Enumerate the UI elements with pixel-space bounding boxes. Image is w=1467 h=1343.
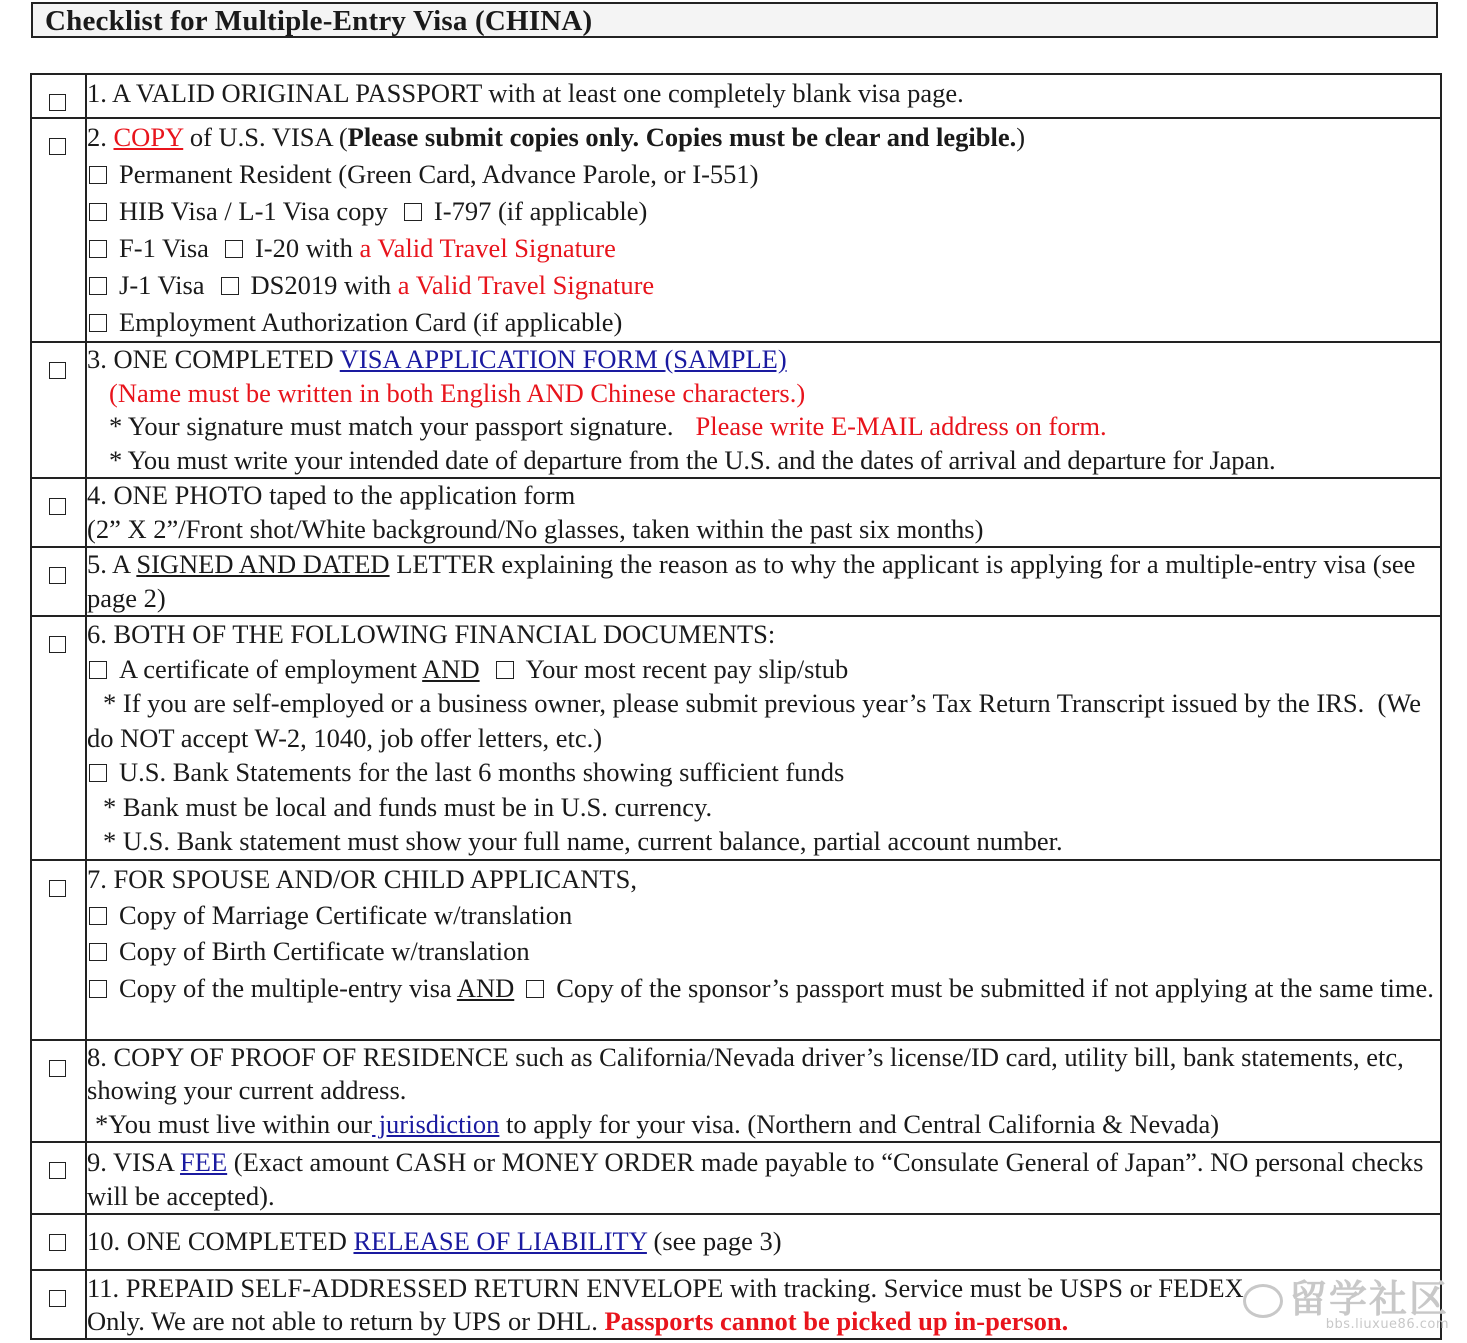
- item-4-heading: 4. ONE PHOTO taped to the application form: [87, 480, 576, 510]
- valid-travel-signature-note: a Valid Travel Signature: [397, 270, 655, 300]
- item-10-text: [87, 1224, 1440, 1258]
- checkbox-pay-slip[interactable]: [496, 661, 514, 679]
- checklist-row-4: [31, 478, 1441, 547]
- checklist-row-7: [31, 860, 1441, 1040]
- checklist-row-11: [31, 1270, 1441, 1339]
- item-4-content: [86, 478, 1441, 547]
- release-of-liability-link[interactable]: RELEASE OF LIABILITY: [353, 1226, 647, 1256]
- return-note-text: Only. We are not able to return by UPS or DHL.: [87, 1306, 605, 1336]
- checkbox-i797[interactable]: [404, 203, 422, 221]
- checkbox-h1b-visa[interactable]: [89, 203, 107, 221]
- option-certificate-of-employment: [87, 652, 1440, 687]
- item-1-content: [86, 74, 1441, 118]
- checklist-row-8: [31, 1040, 1441, 1143]
- checkbox-cell: [31, 74, 86, 118]
- item-6-bank-local-note: * Bank must be local and funds must be in U.S. currency.: [103, 791, 713, 822]
- checkbox-cell: [31, 1142, 86, 1214]
- checkbox-birth-certificate[interactable]: [89, 943, 107, 961]
- item-1-text: 1. A VALID ORIGINAL PASSPORT with at least one completely blank visa page.: [87, 78, 964, 108]
- item-8-jurisdiction-note: [87, 1108, 1440, 1142]
- checklist-row-3: [31, 342, 1441, 478]
- checkbox-item-10[interactable]: [49, 1234, 66, 1251]
- item-8-text: 8. COPY OF PROOF OF RESIDENCE such as California/Nevada driver’s license/ID card, utility bill, bank statements, etc, showing your current address.: [87, 1041, 1404, 1105]
- checkbox-ds2019[interactable]: [221, 277, 239, 295]
- option-label: A certificate of employment: [119, 653, 423, 684]
- page-title: Checklist for Multiple-Entry Visa (CHINA): [45, 5, 593, 37]
- item-9-prefix: 9. VISA: [87, 1147, 181, 1177]
- option-label: F-1 Visa: [119, 233, 209, 263]
- option-label: Copy of Marriage Certificate w/translation: [119, 899, 573, 930]
- checkbox-item-1[interactable]: [49, 94, 66, 111]
- checkbox-item-4[interactable]: [49, 498, 66, 515]
- checkbox-multiple-entry-visa[interactable]: [89, 980, 107, 998]
- checkbox-cell: [31, 616, 86, 860]
- checkbox-cell: [31, 860, 86, 1040]
- checkbox-f1-visa[interactable]: [89, 240, 107, 258]
- checkbox-cell: [31, 342, 86, 478]
- checkbox-item-9[interactable]: [49, 1162, 66, 1179]
- sample-link[interactable]: (SAMPLE): [664, 344, 787, 374]
- option-label: U.S. Bank Statements for the last 6 months showing sufficient funds: [119, 757, 845, 787]
- item-2-heading-text: of U.S. VISA (: [183, 122, 348, 152]
- checkbox-item-6[interactable]: [49, 636, 66, 653]
- checkbox-cell: [31, 1270, 86, 1339]
- email-note: Please write E-MAIL address on form.: [695, 411, 1107, 441]
- checkbox-j1-visa[interactable]: [89, 277, 107, 295]
- option-j1-visa: [87, 267, 1440, 304]
- and-underlined: AND: [422, 653, 480, 684]
- item-6-self-employed-note: * If you are self-employed or a business owner, please submit previous year’s Tax Return Transcript issued by the IRS. (We do NOT accept W-2, 1040, job offer letters, etc.): [87, 688, 1421, 753]
- item-3-heading: [87, 343, 1440, 377]
- copy-link[interactable]: COPY: [113, 122, 184, 152]
- checkbox-employment-authorization[interactable]: [89, 314, 107, 332]
- option-employment-authorization: [87, 304, 1440, 341]
- watermark-logo: [1243, 1276, 1449, 1321]
- item-3-departure-note: * You must write your intended date of departure from the U.S. and the dates of arrival and departure for Japan.: [109, 444, 1276, 475]
- item-6-heading: 6. BOTH OF THE FOLLOWING FINANCIAL DOCUMENTS:: [87, 619, 776, 649]
- option-bank-statements: [87, 755, 1440, 790]
- checkbox-cell: [31, 118, 86, 342]
- item-6-content: [86, 616, 1441, 860]
- watermark: [1243, 1276, 1449, 1332]
- option-label: Permanent Resident (Green Card, Advance Parole, or I-551): [119, 159, 759, 189]
- option-permanent-resident: [87, 156, 1440, 193]
- checklist-row-5: [31, 547, 1441, 616]
- checklist-row-1: [31, 74, 1441, 118]
- item-2-heading: [87, 119, 1440, 156]
- item-10-rest: (see page 3): [646, 1226, 782, 1256]
- item-11-text: 11. PREPAID SELF-ADDRESSED RETURN ENVELOPE with tracking. Service must be USPS or FEDEX: [87, 1273, 1244, 1303]
- jurisdiction-note-rest: to apply for your visa. (Northern and Central California & Nevada): [499, 1108, 1220, 1139]
- option-label: I-797 (if applicable): [433, 196, 648, 226]
- signature-note-text: * Your signature must match your passport signature.: [109, 411, 674, 441]
- item-6-bank-statement-note: * U.S. Bank statement must show your full name, current balance, partial account number.: [103, 826, 1063, 856]
- pickup-warning: Passports cannot be picked up in-person.: [604, 1306, 1069, 1336]
- valid-travel-signature-note: a Valid Travel Signature: [359, 233, 616, 263]
- option-f1-visa: [87, 230, 1440, 267]
- item-5-rest: LETTER explaining the reason as to why the applicant is applying for a multiple-entry visa (see page 2): [87, 549, 1416, 613]
- item-10-content: [86, 1214, 1441, 1270]
- checklist-title-box: [31, 2, 1438, 38]
- checkbox-cell: [31, 1040, 86, 1143]
- option-birth-certificate: [87, 933, 1440, 969]
- option-label: J-1 Visa: [119, 270, 205, 300]
- item-11-content: [86, 1270, 1441, 1339]
- item-2-heading-end: ): [1016, 122, 1026, 152]
- checkbox-item-7[interactable]: [49, 880, 66, 897]
- option-h1b-visa: [87, 193, 1440, 230]
- checkbox-cell: [31, 478, 86, 547]
- checkbox-item-3[interactable]: [49, 362, 66, 379]
- item-8-content: [86, 1040, 1441, 1143]
- item-9-content: [86, 1142, 1441, 1214]
- visa-fee-link[interactable]: FEE: [180, 1147, 228, 1177]
- item-5-prefix: 5. A: [87, 549, 137, 579]
- checkbox-certificate-of-employment[interactable]: [89, 661, 107, 679]
- option-label: Copy of the multiple-entry visa: [119, 972, 457, 1003]
- checklist-row-9: [31, 1142, 1441, 1214]
- visa-application-form-link[interactable]: VISA APPLICATION FORM: [339, 344, 665, 374]
- checkbox-bank-statements[interactable]: [89, 764, 107, 782]
- option-label: Employment Authorization Card (if applicable): [119, 307, 623, 337]
- option-label: HIB Visa / L-1 Visa copy: [119, 196, 388, 226]
- item-7-heading: 7. FOR SPOUSE AND/OR CHILD APPLICANTS,: [87, 863, 637, 894]
- item-2-bold-note: Please submit copies only. Copies must be clear and legible.: [347, 122, 1017, 152]
- checkbox-item-2[interactable]: [49, 138, 66, 155]
- checklist-table: [30, 73, 1442, 1340]
- item-9-rest: (Exact amount CASH or MONEY ORDER made payable to “Consulate General of Japan”. NO personal checks will be accepted).: [87, 1147, 1424, 1211]
- item-3-name-note: (Name must be written in both English AND Chinese characters.): [109, 377, 806, 408]
- item-11-return-note: [87, 1305, 1440, 1338]
- checkbox-permanent-resident[interactable]: [89, 166, 107, 184]
- item-7-content: [86, 860, 1441, 1040]
- and-underlined: AND: [456, 972, 515, 1003]
- checkbox-sponsor-passport[interactable]: [526, 980, 544, 998]
- item-5-underlined: SIGNED AND DATED: [136, 549, 390, 579]
- item-9-text: [87, 1146, 1440, 1213]
- checkbox-item-8[interactable]: [49, 1060, 66, 1077]
- checkbox-cell: [31, 547, 86, 616]
- option-label: Your most recent pay slip/stub: [525, 653, 849, 684]
- chat-bubble-icon: [1243, 1284, 1283, 1318]
- checkbox-cell: [31, 1214, 86, 1270]
- item-3-signature-note: [87, 410, 1440, 444]
- checklist-row-2: [31, 118, 1441, 342]
- option-label: Copy of Birth Certificate w/translation: [119, 935, 530, 966]
- option-label: Copy of the sponsor’s passport must be submitted if not applying at the same time.: [556, 972, 1434, 1003]
- option-label: I-20 with: [254, 233, 360, 263]
- watermark-url: bbs.liuxue86.com: [1325, 1317, 1449, 1332]
- jurisdiction-note-prefix: *You must live within our: [95, 1108, 373, 1139]
- option-marriage-certificate: [87, 897, 1440, 933]
- item-5-text: [87, 548, 1440, 615]
- option-label: DS2019 with: [250, 270, 398, 300]
- jurisdiction-link[interactable]: jurisdiction: [372, 1108, 500, 1139]
- item-2-content: [86, 118, 1441, 342]
- watermark-text: 留学社区: [1288, 1276, 1449, 1321]
- item-3-content: [86, 342, 1441, 478]
- checkbox-marriage-certificate[interactable]: [89, 907, 107, 925]
- checklist-row-6: [31, 616, 1441, 860]
- item-10-prefix: 10. ONE COMPLETED: [87, 1226, 354, 1256]
- item-2-number: 2.: [87, 122, 114, 152]
- option-multiple-entry-visa: [87, 971, 1440, 1005]
- item-3-heading-text: 3. ONE COMPLETED: [87, 344, 340, 374]
- checkbox-i20[interactable]: [225, 240, 243, 258]
- checkbox-item-5[interactable]: [49, 567, 66, 584]
- checkbox-item-11[interactable]: [49, 1290, 66, 1307]
- item-5-content: [86, 547, 1441, 616]
- checklist-row-10: [31, 1214, 1441, 1270]
- item-4-photo-spec: (2” X 2”/Front shot/White background/No glasses, taken within the past six months): [87, 513, 984, 544]
